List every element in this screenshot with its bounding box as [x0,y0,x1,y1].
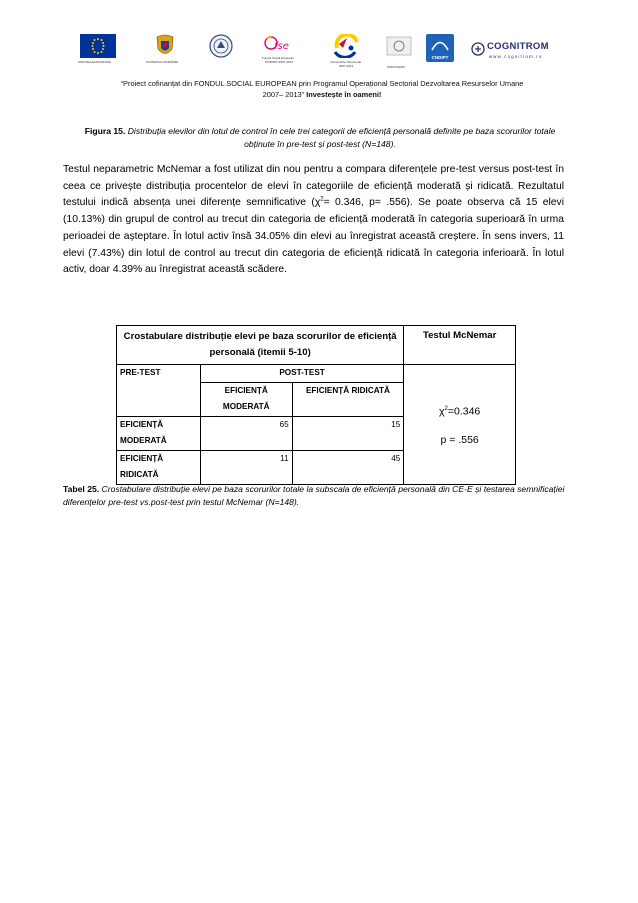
mcnemar-header: Testul McNemar [404,326,516,365]
cell-ridicata-moderata: 11 [200,450,292,484]
project-line-1: “Proiect cofinanțat din FONDUL SOCIAL EUROPEAN prin Programul Operațional Sectorial Dezvoltarea Resurselor Umane [120,79,524,88]
structural-instruments-icon [327,34,363,58]
eu-logo [80,34,116,63]
fse-logo [262,34,297,64]
row-label-ridicata: EFICIENȚĂ RIDICATĂ [117,450,201,484]
mcnemar-result [404,365,516,485]
oirposdru-icon [385,34,413,58]
fse-swirl-icon [263,34,293,56]
fse-caption-2: POSDRU 2007-2013 [265,60,294,64]
p-value: p = .556 [440,433,479,446]
svg-text:fse: fse [274,41,289,52]
paragraph-part-2: = 0.346, p= .556). Se poate observa că 15 elevi (10.13%) din grupul de control au trecut din categoria de eficiență moderată în categoria superioară în urma perioadei de așteptare. În lotul activ însă 34.05% din elevi au înregistrat această creștere. În sens invers, 11 elevi (7.43%) din lotul de control au trecut din categoria de eficiență ridicată în categoria inferioară. În lotul activ, doar 4.39% au înregistrat această scădere. [63,197,564,276]
eu-flag-icon [80,34,116,58]
paragraph-part-1: Testul neparametric McNemar a fost utilizat din nou pentru a compara diferențele pre-test versus post-test în ceea ce privește distribuția procentelor de elevi în categoriile de eficiență moderată și ridicată. Rezultatul testului indică absența unei diferențe semnificative (χ [63,164,564,209]
logo-strip [80,34,565,74]
table-caption-text: Crostabulare distribuție elevi pe baza scorurilor totale la subscala de eficiență personală din CE-E și testarea semnificației diferențelor pre-test vs.post-test prin testul McNemar (N=148). [63,484,565,507]
cognitrom-mark-icon [471,42,485,56]
col-moderata-header: EFICIENȚĂ MODERATĂ [200,382,292,416]
project-line-2 [62,89,582,100]
project-funding-line [62,78,582,100]
crosstab-table [116,325,516,485]
cognitrom-url: w w w . c o g n i t r o m . r o [489,54,542,59]
chi-square-value [407,402,512,419]
oirposdru-caption: OIRPOSDRU [387,65,406,69]
seal-icon [209,34,233,58]
figure-label: Figura 15. [84,126,126,136]
table-header-row [117,326,516,365]
figure-text: Distribuția elevilor din lotul de control în cele trei categorii de eficiență personală definite pe baza scorurilor totale obținute în pre-test și post-test (N=148). [127,126,556,149]
fse-caption-1: Fondul Social European [262,56,295,60]
chi-symbol: χ [439,405,445,418]
cndipt-mark-icon [426,35,454,53]
post-test-header: POST-TEST [200,365,403,383]
project-motto: Investește în oameni! [306,90,382,99]
eu-caption: UNIUNEA EUROPEANĂ [78,60,112,64]
is-caption-2: 2007-2013 [339,64,354,68]
cndipt-caption: CNDIPT [431,55,449,60]
table-caption-label: Tabel 25. [63,484,100,494]
figure-caption [80,125,560,151]
ministry-seal [209,34,235,63]
oirposdru-logo [385,34,415,69]
cell-moderata-ridicata: 15 [292,416,404,450]
cndipt-badge [426,34,454,62]
cell-ridicata-ridicata: 45 [292,450,404,484]
paragraph-superscript: 2 [320,196,324,203]
chi-sup: 2 [444,406,448,412]
col-ridicata-header: EFICIENȚĂ RIDICATĂ [292,382,404,416]
cell-moderata-moderata: 65 [200,416,292,450]
coat-of-arms-icon [154,34,176,60]
table-title: Crostabulare distribuție elevi pe baza scorurilor de eficiență personală (itemii 5-10) [117,326,404,365]
table-row [117,365,516,383]
cndipt-logo [426,34,456,62]
pre-test-header: PRE-TEST [117,365,201,417]
project-years: 2007– 2013” [262,90,305,99]
table-caption [63,483,566,509]
gov-logo [146,34,180,65]
gov-caption: GUVERNUL ROMÂNIEI [146,60,179,64]
row-label-moderata: EFICIENȚĂ MODERATĂ [117,416,201,450]
cognitrom-wordmark: COGNITROM [487,41,549,52]
body-paragraph [63,162,564,279]
is-logo [327,34,367,68]
is-caption-1: Instrumente Structurale [330,60,362,64]
chi-value: =0.346 [447,405,481,418]
